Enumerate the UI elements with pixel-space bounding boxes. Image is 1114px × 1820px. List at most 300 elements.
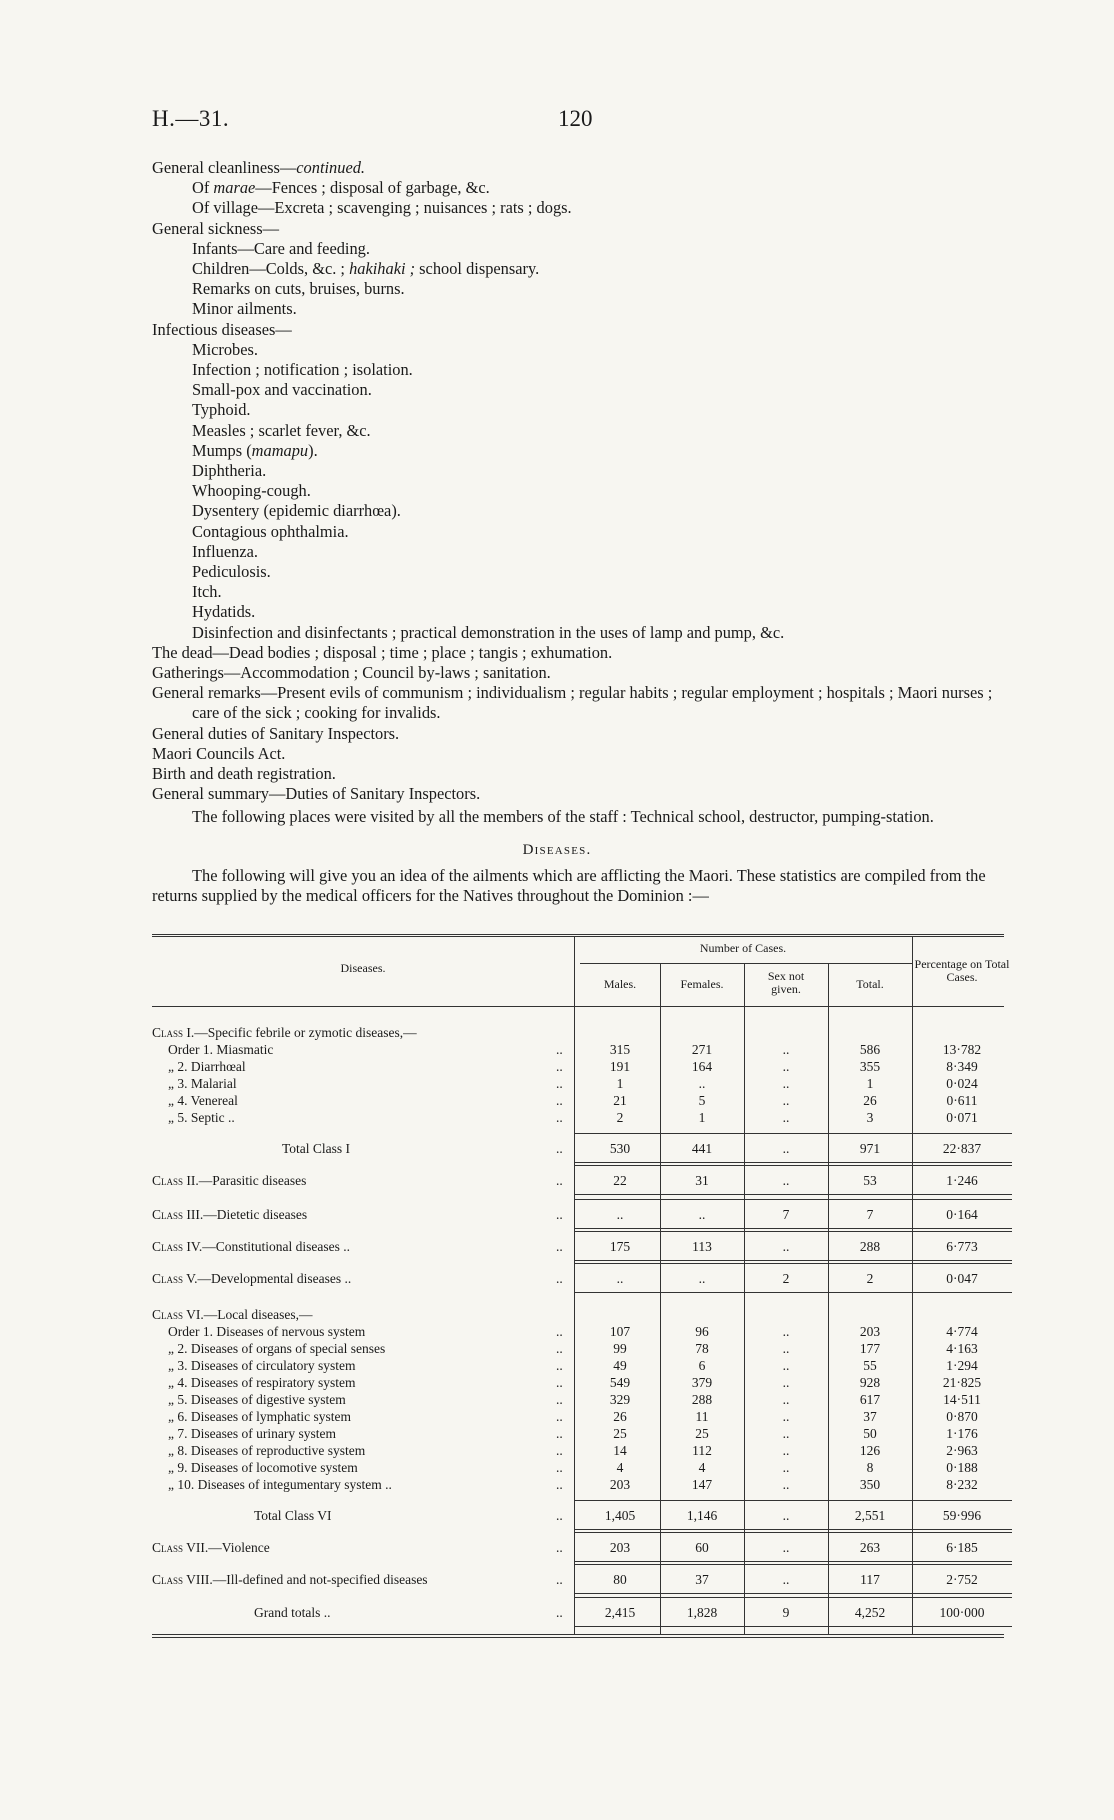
cell-males: 22 [613, 1173, 627, 1188]
leader-dots: .. [556, 1572, 563, 1587]
row-label: „ 5. Diseases of digestive system [168, 1392, 346, 1407]
outline-line [152, 259, 1012, 279]
cell-pct: 0·611 [946, 1093, 978, 1108]
cell-sex: .. [782, 1093, 790, 1108]
row-label: Class II.—Parasitic diseases [152, 1173, 307, 1188]
cell-pct: 0·164 [946, 1207, 978, 1222]
cell-pct: 0·071 [946, 1110, 978, 1125]
outline-text: Whooping-cough. [192, 481, 311, 501]
outline-text: General summary—Duties of Sanitary Inspectors. [152, 784, 481, 804]
cell-sex: .. [782, 1375, 790, 1390]
subtotal-rule [574, 1564, 1012, 1565]
outline-em: hakihaki ; [349, 259, 416, 279]
outline-text: General cleanliness— [152, 158, 297, 177]
row-label: Class III.—Dietetic diseases [152, 1207, 308, 1222]
outline-text: Microbes. [192, 339, 259, 359]
outline-text: General remarks—Present evils of communism ; individualism ; regular habits ; regular employment ; hospitals ; Maori nurses ; care of the sick ; cooking for invalids. [152, 683, 993, 723]
cell-total: 350 [859, 1477, 881, 1492]
outline-line [152, 562, 1012, 582]
cell-sex: 2 [782, 1271, 790, 1286]
cell-total: 3 [866, 1110, 874, 1125]
outline-line [152, 421, 1012, 441]
leader-dots: .. [556, 1341, 563, 1356]
row-label: Grand totals .. [254, 1605, 331, 1620]
cell-females: .. [698, 1271, 706, 1286]
subheader-rule [580, 963, 912, 964]
subtotal-rule [574, 1263, 1012, 1264]
table-row [152, 1306, 1012, 1323]
cell-sex: .. [782, 1239, 790, 1254]
table-row [152, 1075, 1012, 1092]
table-row [152, 1024, 1012, 1041]
cell-males: 191 [609, 1059, 631, 1074]
cell-females: 112 [692, 1443, 712, 1458]
row-label: „ 3. Malarial [168, 1076, 237, 1091]
table-row [152, 1058, 1012, 1075]
cell-pct: 1·246 [946, 1173, 978, 1188]
header-males: Males. [603, 977, 637, 991]
cell-total: 8 [866, 1460, 874, 1475]
subtotal-rule [574, 1529, 1012, 1530]
row-label: „ 8. Diseases of reproductive system [168, 1443, 366, 1458]
cell-sex: .. [782, 1042, 790, 1057]
outline-text: The following places were visited by all the members of the staff : Technical school, destructor, pumping-station. [192, 806, 934, 826]
table-row [152, 1604, 1012, 1621]
cell-total: 288 [859, 1239, 881, 1254]
outline-line [152, 522, 1012, 542]
cell-sex: .. [782, 1392, 790, 1407]
cell-total: 1 [866, 1076, 874, 1091]
leader-dots: .. [556, 1375, 563, 1390]
cell-sex: .. [782, 1540, 790, 1555]
outline-line [152, 279, 1012, 299]
row-label: „ 2. Diseases of organs of special senses [168, 1341, 386, 1356]
outline-text: —Fences ; disposal of garbage, &c. [255, 178, 490, 198]
table-row [152, 1442, 1012, 1459]
outline-text: Maori Councils Act. [152, 743, 286, 763]
row-label: „ 6. Diseases of lymphatic system [168, 1409, 351, 1424]
outline-line [152, 198, 1012, 218]
leader-dots: .. [556, 1605, 563, 1620]
outline-text: Gatherings—Accommodation ; Council by-laws ; sanitation. [152, 663, 551, 683]
subtotal-rule [574, 1228, 1012, 1229]
cell-males: 49 [613, 1358, 627, 1373]
outline-text: Contagious ophthalmia. [192, 521, 349, 541]
subtotal-rule [574, 1162, 1012, 1163]
cell-males: 80 [613, 1572, 627, 1587]
cell-females: 37 [695, 1572, 709, 1587]
outline-text: Remarks on cuts, bruises, burns. [192, 279, 405, 299]
row-label: „ 4. Diseases of respiratory system [168, 1375, 356, 1390]
table-row [152, 1238, 1012, 1255]
header-bottom-rule [152, 1006, 1004, 1007]
outline-line [152, 320, 1012, 340]
outline-pre: Children—Colds, &c. ; [192, 259, 350, 279]
cell-males: 26 [613, 1409, 627, 1424]
cell-females: 96 [695, 1324, 709, 1339]
table-row [152, 1459, 1012, 1476]
leader-dots: .. [556, 1392, 563, 1407]
table-row [152, 1391, 1012, 1408]
cell-females: 113 [692, 1239, 712, 1254]
cell-sex: .. [782, 1508, 790, 1523]
cell-pct: 6·185 [946, 1540, 978, 1555]
cell-sex: .. [782, 1076, 790, 1091]
row-label: „ 3. Diseases of circulatory system [168, 1358, 356, 1373]
outline-line [152, 461, 1012, 481]
cell-females: 1,146 [686, 1508, 718, 1523]
outline-pre: Mumps ( [192, 440, 252, 460]
row-label: Class VII.—Violence [152, 1540, 270, 1555]
cell-males: 25 [613, 1426, 627, 1441]
row-label: Class I.—Specific febrile or zymotic diseases,— [152, 1025, 417, 1040]
header-percentage: Percentage on Total Cases. [914, 957, 1010, 984]
row-label: „ 2. Diarrhœal [168, 1059, 246, 1074]
cell-total: 177 [859, 1341, 881, 1356]
cell-sex: 9 [782, 1605, 790, 1620]
row-label: Total Class I [282, 1141, 351, 1156]
section-title: Diseases. [522, 842, 592, 858]
outline-text: Small-pox and vaccination. [192, 380, 372, 400]
outline-line [152, 542, 1012, 562]
cell-females: 4 [698, 1460, 706, 1475]
cell-males: 175 [609, 1239, 631, 1254]
cell-sex: .. [782, 1059, 790, 1074]
cell-males: .. [616, 1207, 624, 1222]
table-row [152, 1109, 1012, 1126]
header-sex-not-given: Sex not given. [767, 969, 805, 996]
cell-total: 263 [859, 1540, 881, 1555]
row-label: Order 1. Miasmatic [168, 1042, 274, 1057]
leader-dots: .. [556, 1426, 563, 1441]
cell-females: .. [698, 1207, 706, 1222]
row-label: „ 7. Diseases of urinary system [168, 1426, 336, 1441]
cell-total: 2,551 [854, 1508, 886, 1523]
outline-line [152, 643, 1012, 663]
outline-text: Influenza. [192, 541, 258, 561]
outline-line [152, 380, 1012, 400]
subtotal-rule [574, 1199, 1012, 1200]
row-label: Class VI.—Local diseases,— [152, 1307, 313, 1322]
cell-males: 1 [616, 1076, 624, 1091]
outline-line [152, 582, 1012, 602]
outline-text: Infants—Care and feeding. [192, 238, 370, 258]
outline-line [152, 744, 1012, 764]
subtotal-rule [574, 1626, 1012, 1627]
row-label: Order 1. Diseases of nervous system [168, 1324, 366, 1339]
outline-line [152, 663, 1012, 683]
table-top-rule [152, 934, 1004, 935]
cell-females: 441 [691, 1141, 713, 1156]
outline-text: Diphtheria. [192, 461, 267, 481]
cell-females: 271 [691, 1042, 713, 1057]
cell-pct: 8·349 [946, 1059, 978, 1074]
cell-females: 78 [695, 1341, 709, 1356]
row-label: Total Class VI [254, 1508, 332, 1523]
leader-dots: .. [556, 1508, 563, 1523]
outline-line [152, 219, 1012, 239]
cell-females: 31 [695, 1173, 709, 1188]
cell-males: 14 [613, 1443, 627, 1458]
outline-line [152, 501, 1012, 521]
leader-dots: .. [556, 1042, 563, 1057]
cell-sex: .. [782, 1341, 790, 1356]
outline-line [152, 602, 1012, 622]
row-label: Class IV.—Constitutional diseases .. [152, 1239, 351, 1254]
leader-dots: .. [556, 1173, 563, 1188]
cell-females: .. [698, 1076, 706, 1091]
table-bottom-rule-2 [152, 1637, 1004, 1638]
outline-text: Infectious diseases— [152, 319, 292, 339]
outline-text: Pediculosis. [192, 562, 271, 582]
cell-total: 355 [859, 1059, 881, 1074]
cell-pct: 100·000 [939, 1605, 985, 1620]
cell-pct: 1·176 [946, 1426, 978, 1441]
cell-sex: .. [782, 1324, 790, 1339]
cell-pct: 1·294 [946, 1358, 978, 1373]
cell-total: 2 [866, 1271, 874, 1286]
cell-sex: .. [782, 1110, 790, 1125]
cell-males: 1,405 [604, 1508, 636, 1523]
cell-total: 203 [859, 1324, 881, 1339]
cell-sex: .. [782, 1477, 790, 1492]
table-row [152, 1206, 1012, 1223]
syllabus-outline [152, 158, 1012, 827]
cell-females: 379 [691, 1375, 713, 1390]
leader-dots: .. [556, 1540, 563, 1555]
table-row [152, 1340, 1012, 1357]
cell-pct: 4·774 [946, 1324, 978, 1339]
cell-sex: .. [782, 1572, 790, 1587]
outline-text: Disinfection and disinfectants ; practical demonstration in the uses of lamp and pump, &c. [192, 622, 785, 642]
outline-text: Measles ; scarlet fever, &c. [192, 420, 371, 440]
cell-pct: 0·047 [946, 1271, 978, 1286]
page-header-code: H.—31. [152, 106, 230, 131]
outline-text: General duties of Sanitary Inspectors. [152, 723, 400, 743]
table-row [152, 1092, 1012, 1109]
cell-females: 147 [691, 1477, 713, 1492]
outline-text: school dispensary. [415, 259, 540, 279]
outline-text: Birth and death registration. [152, 764, 336, 784]
cell-sex: .. [782, 1409, 790, 1424]
cell-females: 288 [691, 1392, 713, 1407]
cell-males: 549 [609, 1375, 631, 1390]
table-row [152, 1357, 1012, 1374]
outline-line [152, 807, 1012, 827]
cell-total: 586 [859, 1042, 881, 1057]
table-row [152, 1172, 1012, 1189]
cell-females: 11 [695, 1409, 709, 1424]
table-bottom-rule [152, 1634, 1004, 1635]
cell-females: 25 [695, 1426, 709, 1441]
intro-paragraph: The following will give you an idea of the ailments which are afflicting the Maori. These statistics are compiled from the returns supplied by the medical officers for the Natives throughout the Dominion :— [152, 866, 986, 906]
outline-text: Hydatids. [192, 602, 256, 622]
outline-text: ). [308, 440, 318, 460]
leader-dots: .. [556, 1324, 563, 1339]
cell-pct: 2·963 [946, 1443, 978, 1458]
cell-males: 315 [609, 1042, 631, 1057]
cell-total: 117 [860, 1572, 880, 1587]
header-total: Total. [856, 977, 884, 991]
leader-dots: .. [556, 1358, 563, 1373]
table-top-rule-2 [152, 936, 1004, 937]
cell-total: 55 [863, 1358, 877, 1373]
row-label: „ 10. Diseases of integumentary system .. [168, 1477, 392, 1492]
cell-males: 99 [613, 1341, 627, 1356]
cell-pct: 21·825 [942, 1375, 982, 1390]
cell-total: 26 [863, 1093, 877, 1108]
cell-males: .. [616, 1271, 624, 1286]
leader-dots: .. [556, 1477, 563, 1492]
cell-total: 37 [863, 1409, 877, 1424]
table-row [152, 1374, 1012, 1391]
outline-text: General sickness— [152, 218, 279, 238]
outline-line [152, 481, 1012, 501]
cell-sex: .. [782, 1426, 790, 1441]
table-row [152, 1539, 1012, 1556]
leader-dots: .. [556, 1076, 563, 1091]
outline-line [152, 239, 1012, 259]
cell-males: 4 [616, 1460, 624, 1475]
cell-pct: 22·837 [942, 1141, 982, 1156]
outline-line [152, 724, 1012, 744]
leader-dots: .. [556, 1239, 563, 1254]
outline-line [152, 340, 1012, 360]
row-label: Class V.—Developmental diseases .. [152, 1271, 352, 1286]
outline-line [152, 158, 1012, 178]
table-row [152, 1476, 1012, 1493]
outline-line [152, 623, 1012, 643]
cell-females: 164 [691, 1059, 713, 1074]
cell-pct: 4·163 [946, 1341, 978, 1356]
outline-line [152, 299, 1012, 319]
leader-dots: .. [556, 1207, 563, 1222]
cell-males: 203 [609, 1477, 631, 1492]
table-row [152, 1270, 1012, 1287]
cell-total: 928 [859, 1375, 881, 1390]
outline-line [152, 764, 1012, 784]
cell-total: 126 [859, 1443, 881, 1458]
cell-pct: 14·511 [943, 1392, 981, 1407]
leader-dots: .. [556, 1110, 563, 1125]
outline-line [152, 683, 1012, 723]
cell-total: 971 [859, 1141, 881, 1156]
cell-males: 107 [609, 1324, 631, 1339]
cell-sex: .. [782, 1358, 790, 1373]
cell-pct: 59·996 [942, 1508, 982, 1523]
cell-females: 5 [698, 1093, 706, 1108]
cell-total: 53 [863, 1173, 877, 1188]
cell-males: 329 [609, 1392, 631, 1407]
cell-females: 6 [698, 1358, 706, 1373]
cell-males: 2,415 [604, 1605, 636, 1620]
cell-pct: 8·232 [946, 1477, 978, 1492]
outline-em: continued. [296, 158, 366, 177]
outline-text: Minor ailments. [192, 299, 297, 319]
cell-males: 2 [616, 1110, 624, 1125]
table-row [152, 1507, 1012, 1524]
cell-pct: 0·870 [946, 1409, 978, 1424]
cell-pct: 13·782 [942, 1042, 982, 1057]
subtotal-rule [574, 1597, 1012, 1598]
table-row [152, 1425, 1012, 1442]
cell-sex: .. [782, 1173, 790, 1188]
cell-sex: .. [782, 1141, 790, 1156]
subtotal-rule [574, 1194, 1012, 1195]
cell-males: 21 [613, 1093, 627, 1108]
cell-sex: 7 [782, 1207, 790, 1222]
leader-dots: .. [556, 1059, 563, 1074]
outline-line [152, 784, 1012, 804]
cell-females: 60 [695, 1540, 709, 1555]
row-label: „ 9. Diseases of locomotive system [168, 1460, 358, 1475]
cell-total: 7 [866, 1207, 874, 1222]
outline-em: marae [213, 178, 256, 198]
header-diseases: Diseases. [340, 961, 386, 975]
leader-dots: .. [556, 1443, 563, 1458]
outline-text: Of village—Excreta ; scavenging ; nuisances ; rats ; dogs. [192, 198, 572, 218]
cell-pct: 2·752 [946, 1572, 978, 1587]
leader-dots: .. [556, 1409, 563, 1424]
outline-em: mamapu [251, 440, 309, 460]
cell-males: 203 [609, 1540, 631, 1555]
table-row [152, 1041, 1012, 1058]
subtotal-rule [574, 1165, 1012, 1166]
table-row [152, 1571, 1012, 1588]
subtotal-rule [574, 1561, 1012, 1562]
row-label: „ 4. Venereal [168, 1093, 238, 1108]
outline-line [152, 400, 1012, 420]
leader-dots: .. [556, 1093, 563, 1108]
page-number: 120 [558, 106, 593, 131]
subtotal-rule [574, 1133, 1012, 1134]
header-females: Females. [680, 977, 724, 991]
row-label: „ 5. Septic .. [168, 1110, 235, 1125]
outline-text: Typhoid. [192, 400, 251, 420]
subtotal-rule [574, 1532, 1012, 1533]
outline-line [152, 441, 1012, 461]
cell-sex: .. [782, 1460, 790, 1475]
subtotal-rule [574, 1500, 1012, 1501]
table-row [152, 1323, 1012, 1340]
outline-text: The dead—Dead bodies ; disposal ; time ; place ; tangis ; exhumation. [152, 642, 613, 662]
outline-line [152, 178, 1012, 198]
cell-pct: 0·024 [946, 1076, 978, 1091]
outline-text: Infection ; notification ; isolation. [192, 360, 413, 380]
subtotal-rule [574, 1593, 1012, 1594]
table-row [152, 1408, 1012, 1425]
cell-pct: 6·773 [946, 1239, 978, 1254]
cell-total: 50 [863, 1426, 877, 1441]
row-label: Class VIII.—Ill-defined and not-specified diseases [152, 1572, 428, 1587]
subtotal-rule [574, 1292, 1012, 1293]
leader-dots: .. [556, 1460, 563, 1475]
cell-total: 617 [859, 1392, 881, 1407]
cell-females: 1 [698, 1110, 706, 1125]
subtotal-rule [574, 1231, 1012, 1232]
leader-dots: .. [556, 1271, 563, 1286]
outline-line [152, 360, 1012, 380]
cell-total: 4,252 [854, 1605, 886, 1620]
table-row [152, 1140, 1012, 1157]
outline-text: Itch. [192, 582, 222, 602]
outline-pre: Of [192, 178, 214, 198]
cell-males: 530 [609, 1141, 631, 1156]
cell-pct: 0·188 [946, 1460, 978, 1475]
subtotal-rule [574, 1260, 1012, 1261]
outline-text: Dysentery (epidemic diarrhœa). [192, 501, 401, 521]
cell-sex: .. [782, 1443, 790, 1458]
